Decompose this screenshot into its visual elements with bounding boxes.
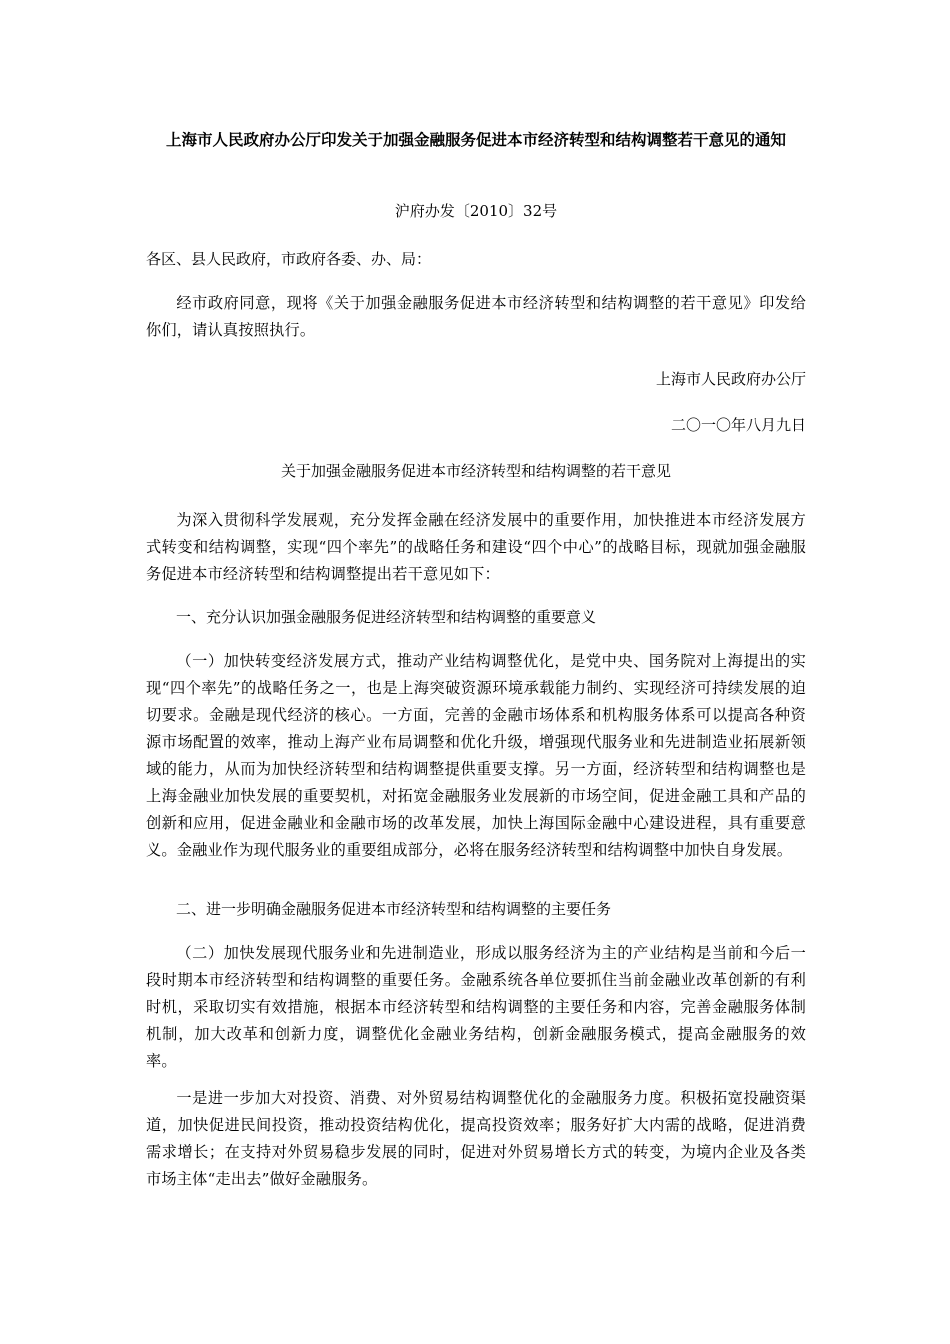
document-number: 沪府办发〔2010〕32号 — [394, 202, 558, 220]
intro-paragraph: 经市政府同意，现将《关于加强金融服务促进本市经济转型和结构调整的若干意见》印发给你们，请认真按照执行。 — [146, 294, 806, 339]
addressee-line: 各区、县人民政府，市政府各委、办、局： — [146, 250, 432, 268]
attachment-title: 关于加强金融服务促进本市经济转型和结构调整的若干意见 — [280, 462, 671, 480]
issuer-signature: 上海市人民政府办公厅 — [655, 370, 806, 388]
section-2-paragraph-2: 一是进一步加大对投资、消费、对外贸易结构调整优化的金融服务力度。积极拓宽投融资渠道，加快促进民间投资，推动投资结构优化，提高投资效率；服务好扩大内需的战略，促进消费需求增长；在支持对外贸易稳步发展的同时，促进对外贸易增长方式的转变，为境内企业及各类市场主体“走出去”做好金融服务。 — [146, 1089, 806, 1188]
issue-date: 二〇一〇年八月九日 — [670, 416, 806, 434]
preamble-paragraph: 为深入贯彻科学发展观，充分发挥金融在经济发展中的重要作用，加快推进本市经济发展方式转变和结构调整，实现“四个率先”的战略任务和建设“四个中心”的战略目标，现就加强金融服务促进本市经济转型和结构调整提出若干意见如下： — [146, 511, 806, 583]
section-2-heading: 二、进一步明确金融服务促进本市经济转型和结构调整的主要任务 — [176, 900, 612, 918]
section-1-paragraph-1: （一）加快转变经济发展方式，推动产业结构调整优化，是党中央、国务院对上海提出的实现“四个率先”的战略任务之一，也是上海突破资源环境承载能力制约、实现经济可持续发展的迫切要求。金融是现代经济的核心。一方面，完善的金融市场体系和机构服务体系可以提高各种资源市场配置的效率，推动上海产业布局调整和优化升级，增强现代服务业和先进制造业拓展新领域的能力，从而为加快经济转型和结构调整提供重要支撑。另一方面，经济转型和结构调整也是上海金融业加快发展的重要契机，对拓宽金融服务业发展新的市场空间，促进金融工具和产品的创新和应用，促进金融业和金融市场的改革发展，加快上海国际金融中心建设进程，具有重要意义。金融业作为现代服务业的重要组成部分，必将在服务经济转型和结构调整中加快自身发展。 — [146, 652, 806, 859]
section-1-heading: 一、充分认识加强金融服务促进经济转型和结构调整的重要意义 — [176, 608, 597, 626]
section-2-paragraph-1: （二）加快发展现代服务业和先进制造业，形成以服务经济为主的产业结构是当前和今后一段时期本市经济转型和结构调整的重要任务。金融系统各单位要抓住当前金融业改革创新的有利时机，采取切实有效措施，根据本市经济转型和结构调整的主要任务和内容，完善金融服务体制机制，加大改革和创新力度，调整优化金融业务结构，创新金融服务模式，提高金融服务的效率。 — [146, 944, 806, 1070]
document-title: 上海市人民政府办公厅印发关于加强金融服务促进本市经济转型和结构调整若干意见的通知 — [165, 130, 786, 149]
